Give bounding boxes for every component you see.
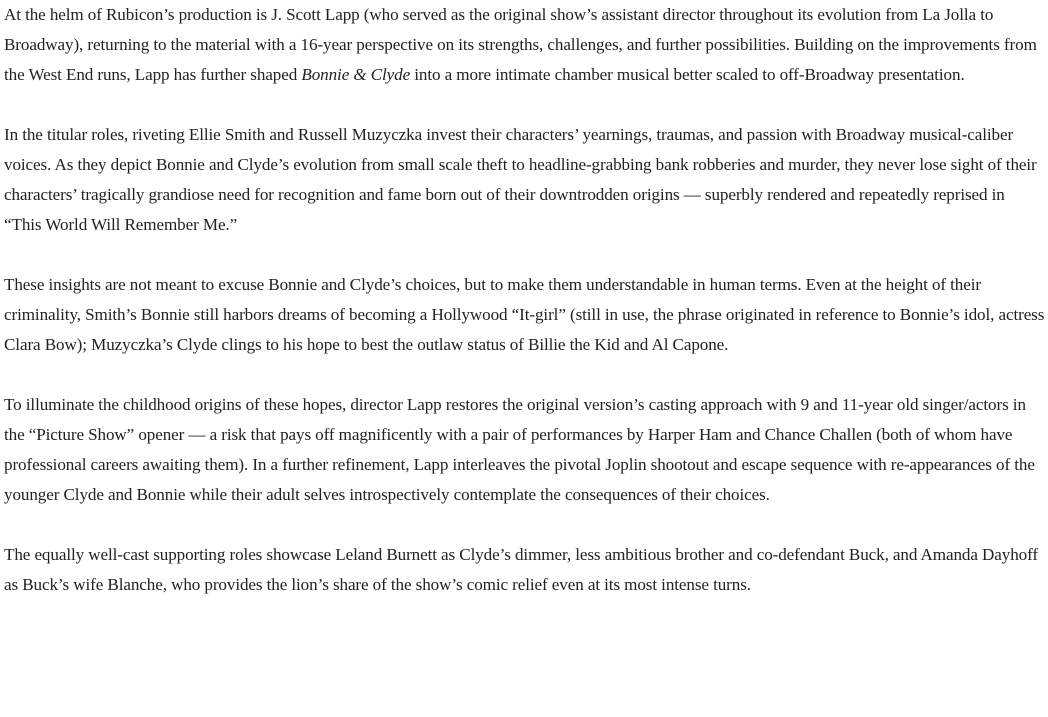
paragraph-supporting-roles: The equally well-cast supporting roles showcase Leland Burnett as Clyde’s dimmer, less ambitious brother and co-defendant Buck, and Amanda Dayhoff as Buck’s wife Blanche, who provides the lion’s share of the show’s comic relief even at its most intense turns.: [4, 545, 1038, 594]
article-body: [4, 0, 1046, 630]
paragraph-childhood-origins: To illuminate the childhood origins of these hopes, director Lapp restores the original version’s casting approach with 9 and 11-year old singer/actors in the “Picture Show” opener — a risk that pays off magnificently with a pair of performances by Harper Ham and Chance Challen (both of whom have professional careers awaiting them). In a further refinement, Lapp interleaves the pivotal Joplin shootout and escape sequence with re-appearances of the younger Clyde and Bonnie while their adult selves introspectively contemplate the consequences of their choices.: [4, 395, 1035, 504]
paragraph-insights: These insights are not meant to excuse Bonnie and Clyde’s choices, but to make them understandable in human terms. Even at the height of their criminality, Smith’s Bonnie still harbors dreams of becoming a Hollywood “It-girl” (still in use, the phrase originated in reference to Bonnie’s idol, actress Clara Bow); Muzyczka’s Clyde clings to his hope to best the outlaw status of Billie the Kid and Al Capone.: [4, 275, 1045, 354]
paragraph-production: [4, 0, 1046, 90]
paragraph-production-lead: At the helm of Rubicon’s production is J. Scott Lapp (who served as the original show’s assistant director throughout its evolution from La Jolla to Broadway), returning to the material with a 16-year perspective on its strengths, challenges, and further possibilities. Building on the improvements from the West End runs, Lapp has further shaped: [4, 5, 1037, 84]
paragraph-production-tail: into a more intimate chamber musical better scaled to off-Broadway presentation.: [410, 65, 965, 84]
paragraph-titular-roles: In the titular roles, riveting Ellie Smith and Russell Muzyczka invest their characters’ yearnings, traumas, and passion with Broadway musical-caliber voices. As they depict Bonnie and Clyde’s evolution from small scale theft to headline-grabbing bank robberies and murder, they never lose sight of their characters’ tragically grandiose need for recognition and fame born out of their downtrodden origins — superbly rendered and repeatedly reprised in “This World Will Remember Me.”: [4, 125, 1037, 234]
show-title: Bonnie & Clyde: [301, 65, 411, 84]
